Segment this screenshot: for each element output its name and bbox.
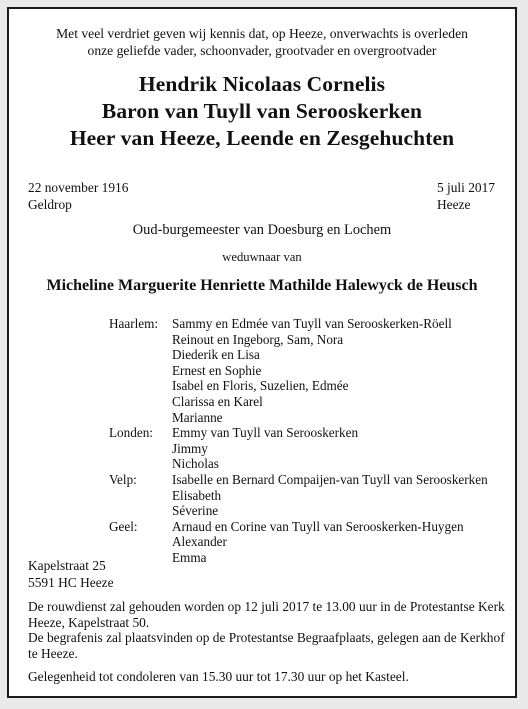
burial-text: De begrafenis zal plaatsvinden op de Protestantse Begraafplaats, gelegen aan de Kerkhof te Heeze.	[28, 630, 505, 661]
birth-info	[28, 179, 128, 213]
intro-line: Met veel verdriet geven wij kennis dat, op Heeze, onverwachts is overleden	[56, 26, 468, 41]
family-place: Londen:	[109, 425, 153, 441]
family-member: Alexander	[172, 534, 227, 550]
family-member: Isabelle en Bernard Compaijen-van Tuyll van Serooskerken	[172, 471, 488, 487]
condolence-text: Gelegenheid tot condoleren van 15.30 uur tot 17.30 uur op het Kasteel.	[28, 669, 409, 684]
family-member: Ernest en Sophie	[172, 362, 262, 378]
spouse-name: Micheline Marguerite Henriette Mathilde Halewyck de Heusch	[46, 277, 478, 294]
family-place: Geel:	[109, 518, 138, 534]
family-list	[109, 316, 488, 566]
address	[28, 557, 114, 591]
family-member: Jimmy	[172, 440, 208, 456]
family-place: Velp:	[109, 471, 137, 487]
family-names	[172, 425, 488, 472]
widower-label: weduwnaar van	[222, 250, 302, 264]
death-date: 5 juli 2017	[436, 180, 495, 195]
family-group	[109, 425, 488, 472]
family-member: Marianne	[172, 409, 223, 425]
deceased-name-line: Heer van Heeze, Leende en Zesgehuchten	[69, 126, 455, 150]
family-member: Arnaud en Corine van Tuyll van Serooskerken-Huygen	[172, 518, 464, 534]
death-place: Heeze	[436, 197, 471, 212]
family-member: Nicholas	[172, 456, 219, 472]
family-place: Haarlem:	[109, 316, 159, 331]
family-member: Diederik en Lisa	[172, 347, 260, 363]
death-info	[437, 179, 495, 213]
family-group	[109, 519, 488, 566]
service-info	[28, 599, 508, 661]
address-street: Kapelstraat 25	[28, 558, 106, 573]
former-role: Oud-burgemeester van Doesburg en Lochem	[132, 222, 392, 238]
family-member: Sammy en Edmée van Tuyll van Serooskerken-Röell	[172, 316, 452, 331]
family-member: Emmy van Tuyll van Serooskerken	[172, 425, 359, 441]
family-member: Emma	[172, 549, 207, 565]
family-names	[172, 519, 488, 566]
address-postal-city: 5591 HC Heeze	[28, 575, 114, 590]
intro-text	[9, 25, 515, 59]
family-group	[109, 472, 488, 519]
family-member: Reinout en Ingeborg, Sam, Nora	[172, 331, 344, 347]
family-names	[172, 316, 488, 425]
family-group	[109, 316, 488, 425]
deceased-name	[9, 71, 515, 152]
service-text: De rouwdienst zal gehouden worden op 12 juli 2017 te 13.00 uur in de Protestantse Kerk Heeze, Kapelstraat 50.	[28, 599, 505, 630]
family-member: Isabel en Floris, Suzelien, Edmée	[172, 378, 349, 394]
death-notice-card	[7, 7, 517, 698]
family-member: Elisabeth	[172, 487, 222, 503]
birth-date: 22 november 1916	[28, 180, 129, 195]
family-member: Séverine	[172, 503, 219, 519]
deceased-name-line: Hendrik Nicolaas Cornelis	[138, 72, 386, 96]
deceased-name-line: Baron van Tuyll van Serooskerken	[101, 99, 423, 123]
intro-line: onze geliefde vader, schoonvader, grootvader en overgrootvader	[87, 43, 437, 58]
family-member: Clarissa en Karel	[172, 393, 263, 409]
family-names	[172, 472, 488, 519]
birth-place: Geldrop	[28, 197, 72, 212]
